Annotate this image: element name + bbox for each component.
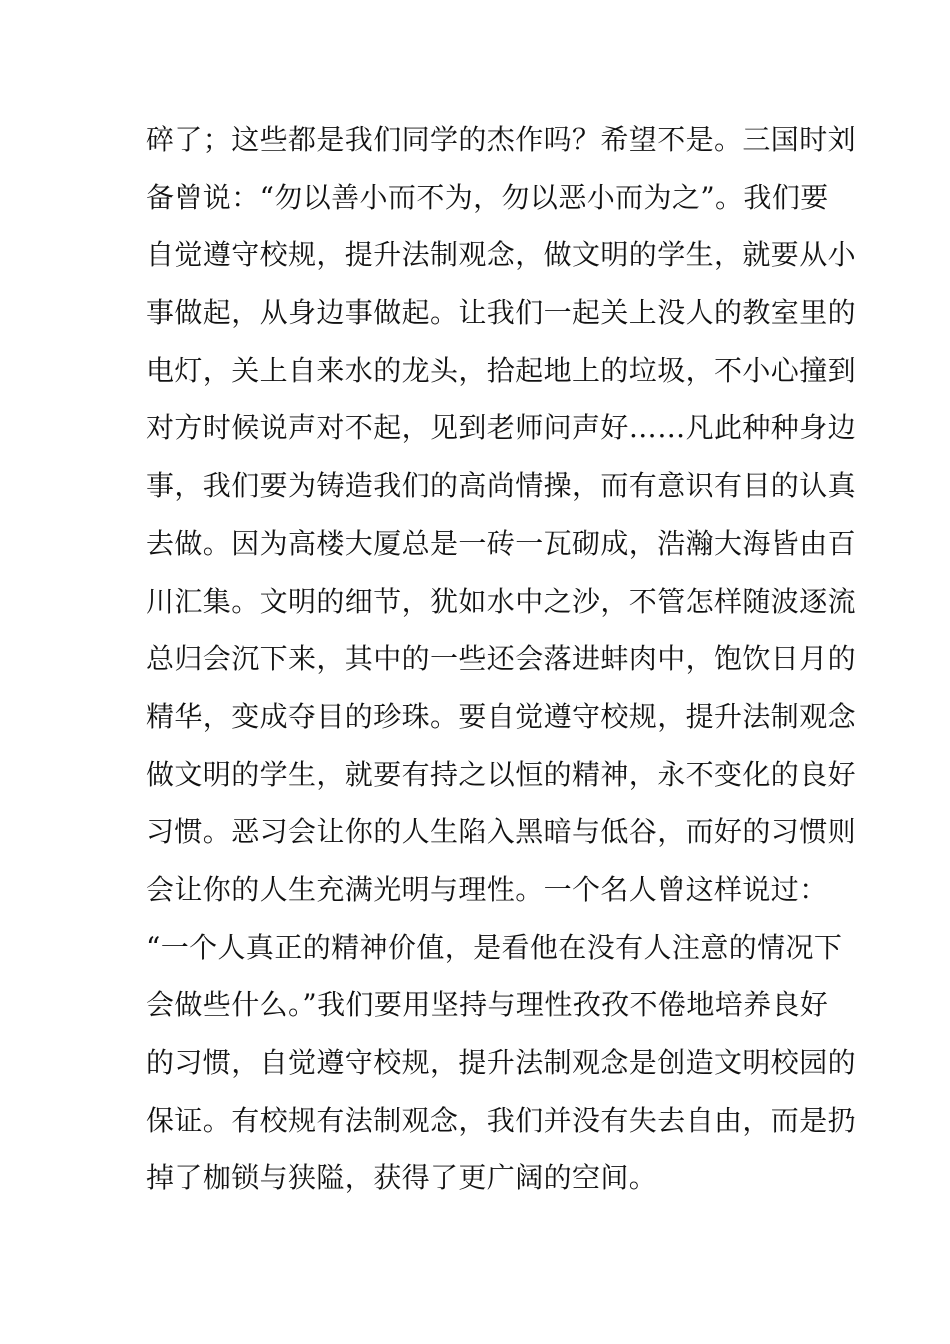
text-line-4: 事做起，从身边事做起。让我们一起关上没人的教室里的 — [146, 296, 857, 330]
text-line-18: 保证。有校规有法制观念，我们并没有失去自由，而是扔 — [146, 1103, 857, 1137]
text-line-17: 的习惯，自觉遵守校规，提升法制观念是创造文明校园的 — [146, 1046, 857, 1079]
text-line-1: 碎了；这些都是我们同学的杰作吗？希望不是。三国时刘 — [146, 123, 857, 156]
text-line-10: 总归会沉下来，其中的一些还会落进蚌肉中，饱饮日月的 — [146, 642, 857, 676]
text-line-15: “一个人真正的精神价值，是看他在没有人注意的情况下 — [146, 930, 843, 964]
text-line-14: 会让你的人生充满光明与理性。一个名人曾这样说过： — [146, 872, 828, 906]
text-line-13: 习惯。恶习会让你的人生陷入黑暗与低谷，而好的习惯则 — [146, 815, 857, 849]
text-line-2: 备曾说：“勿以善小而不为，勿以恶小而为之”。我们要 — [146, 180, 829, 214]
text-line-3: 自觉遵守校规，提升法制观念，做文明的学生，就要从小 — [146, 238, 857, 272]
text-line-12: 做文明的学生，就要有持之以恒的精神，永不变化的良好 — [146, 757, 857, 791]
text-line-7: 事，我们要为铸造我们的高尚情操，而有意识有目的认真 — [146, 469, 857, 503]
text-line-19: 掉了枷锁与狭隘，获得了更广阔的空间。 — [146, 1161, 658, 1195]
body-paragraph — [146, 117, 857, 1213]
text-line-6: 对方时候说声对不起，见到老师问声好……凡此种种身边 — [146, 411, 857, 445]
text-line-11: 精华，变成夺目的珍珠。要自觉遵守校规，提升法制观念 — [146, 699, 857, 733]
text-line-5: 电灯，关上自来水的龙头，拾起地上的垃圾，不小心撞到 — [146, 353, 857, 387]
text-line-8: 去做。因为高楼大厦总是一砖一瓦砌成，浩瀚大海皆由百 — [146, 526, 857, 560]
text-line-9: 川汇集。文明的细节，犹如水中之沙，不管怎样随波逐流 — [146, 584, 857, 618]
text-line-16: 会做些什么。”我们要用坚持与理性孜孜不倦地培养良好 — [146, 988, 829, 1022]
